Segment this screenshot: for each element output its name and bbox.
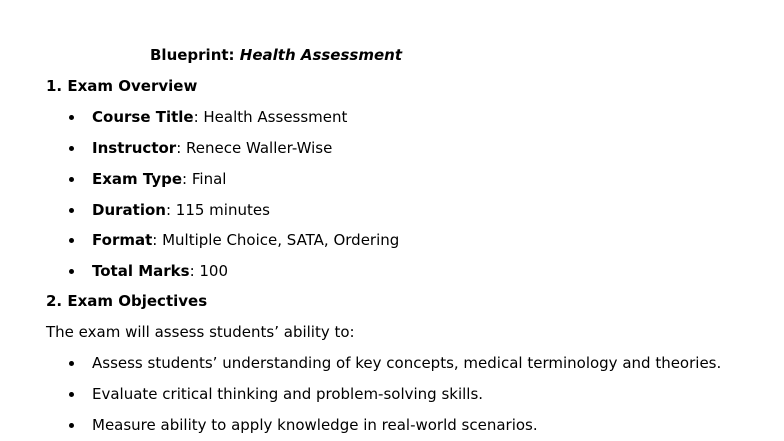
overview-item-total-marks [92,262,228,280]
document-title [150,46,402,64]
item-value: : Renece Waller-Wise [176,139,333,157]
item-label: Instructor [92,139,177,157]
item-value: : 100 [189,262,229,280]
objective-item: Measure ability to apply knowledge in real-world scenarios. [92,416,538,434]
item-label: Total Marks [92,262,190,280]
overview-item-course-title [92,108,347,126]
section-heading-objectives: 2. Exam Objectives [46,292,208,310]
item-label: Duration [92,201,166,219]
item-value: : 115 minutes [165,201,270,219]
title-subject: Health Assessment [239,46,402,64]
item-value: : Final [182,170,227,188]
overview-item-exam-type [92,170,226,188]
item-label: Course Title [92,108,194,126]
item-label: Exam Type [92,170,183,188]
item-label: Format [92,231,153,249]
objective-item: Evaluate critical thinking and problem-solving skills. [92,385,484,403]
overview-item-instructor [92,139,332,157]
item-value: : Health Assessment [193,108,348,126]
overview-item-format [92,231,399,249]
item-value: : Multiple Choice, SATA, Ordering [152,231,400,249]
section-heading-overview: 1. Exam Overview [46,77,198,95]
overview-item-duration [92,201,270,219]
title-prefix: Blueprint: [150,46,240,64]
objective-item: Assess students’ understanding of key concepts, medical terminology and theories. [92,354,722,372]
objectives-intro: The exam will assess students’ ability to: [46,323,355,341]
